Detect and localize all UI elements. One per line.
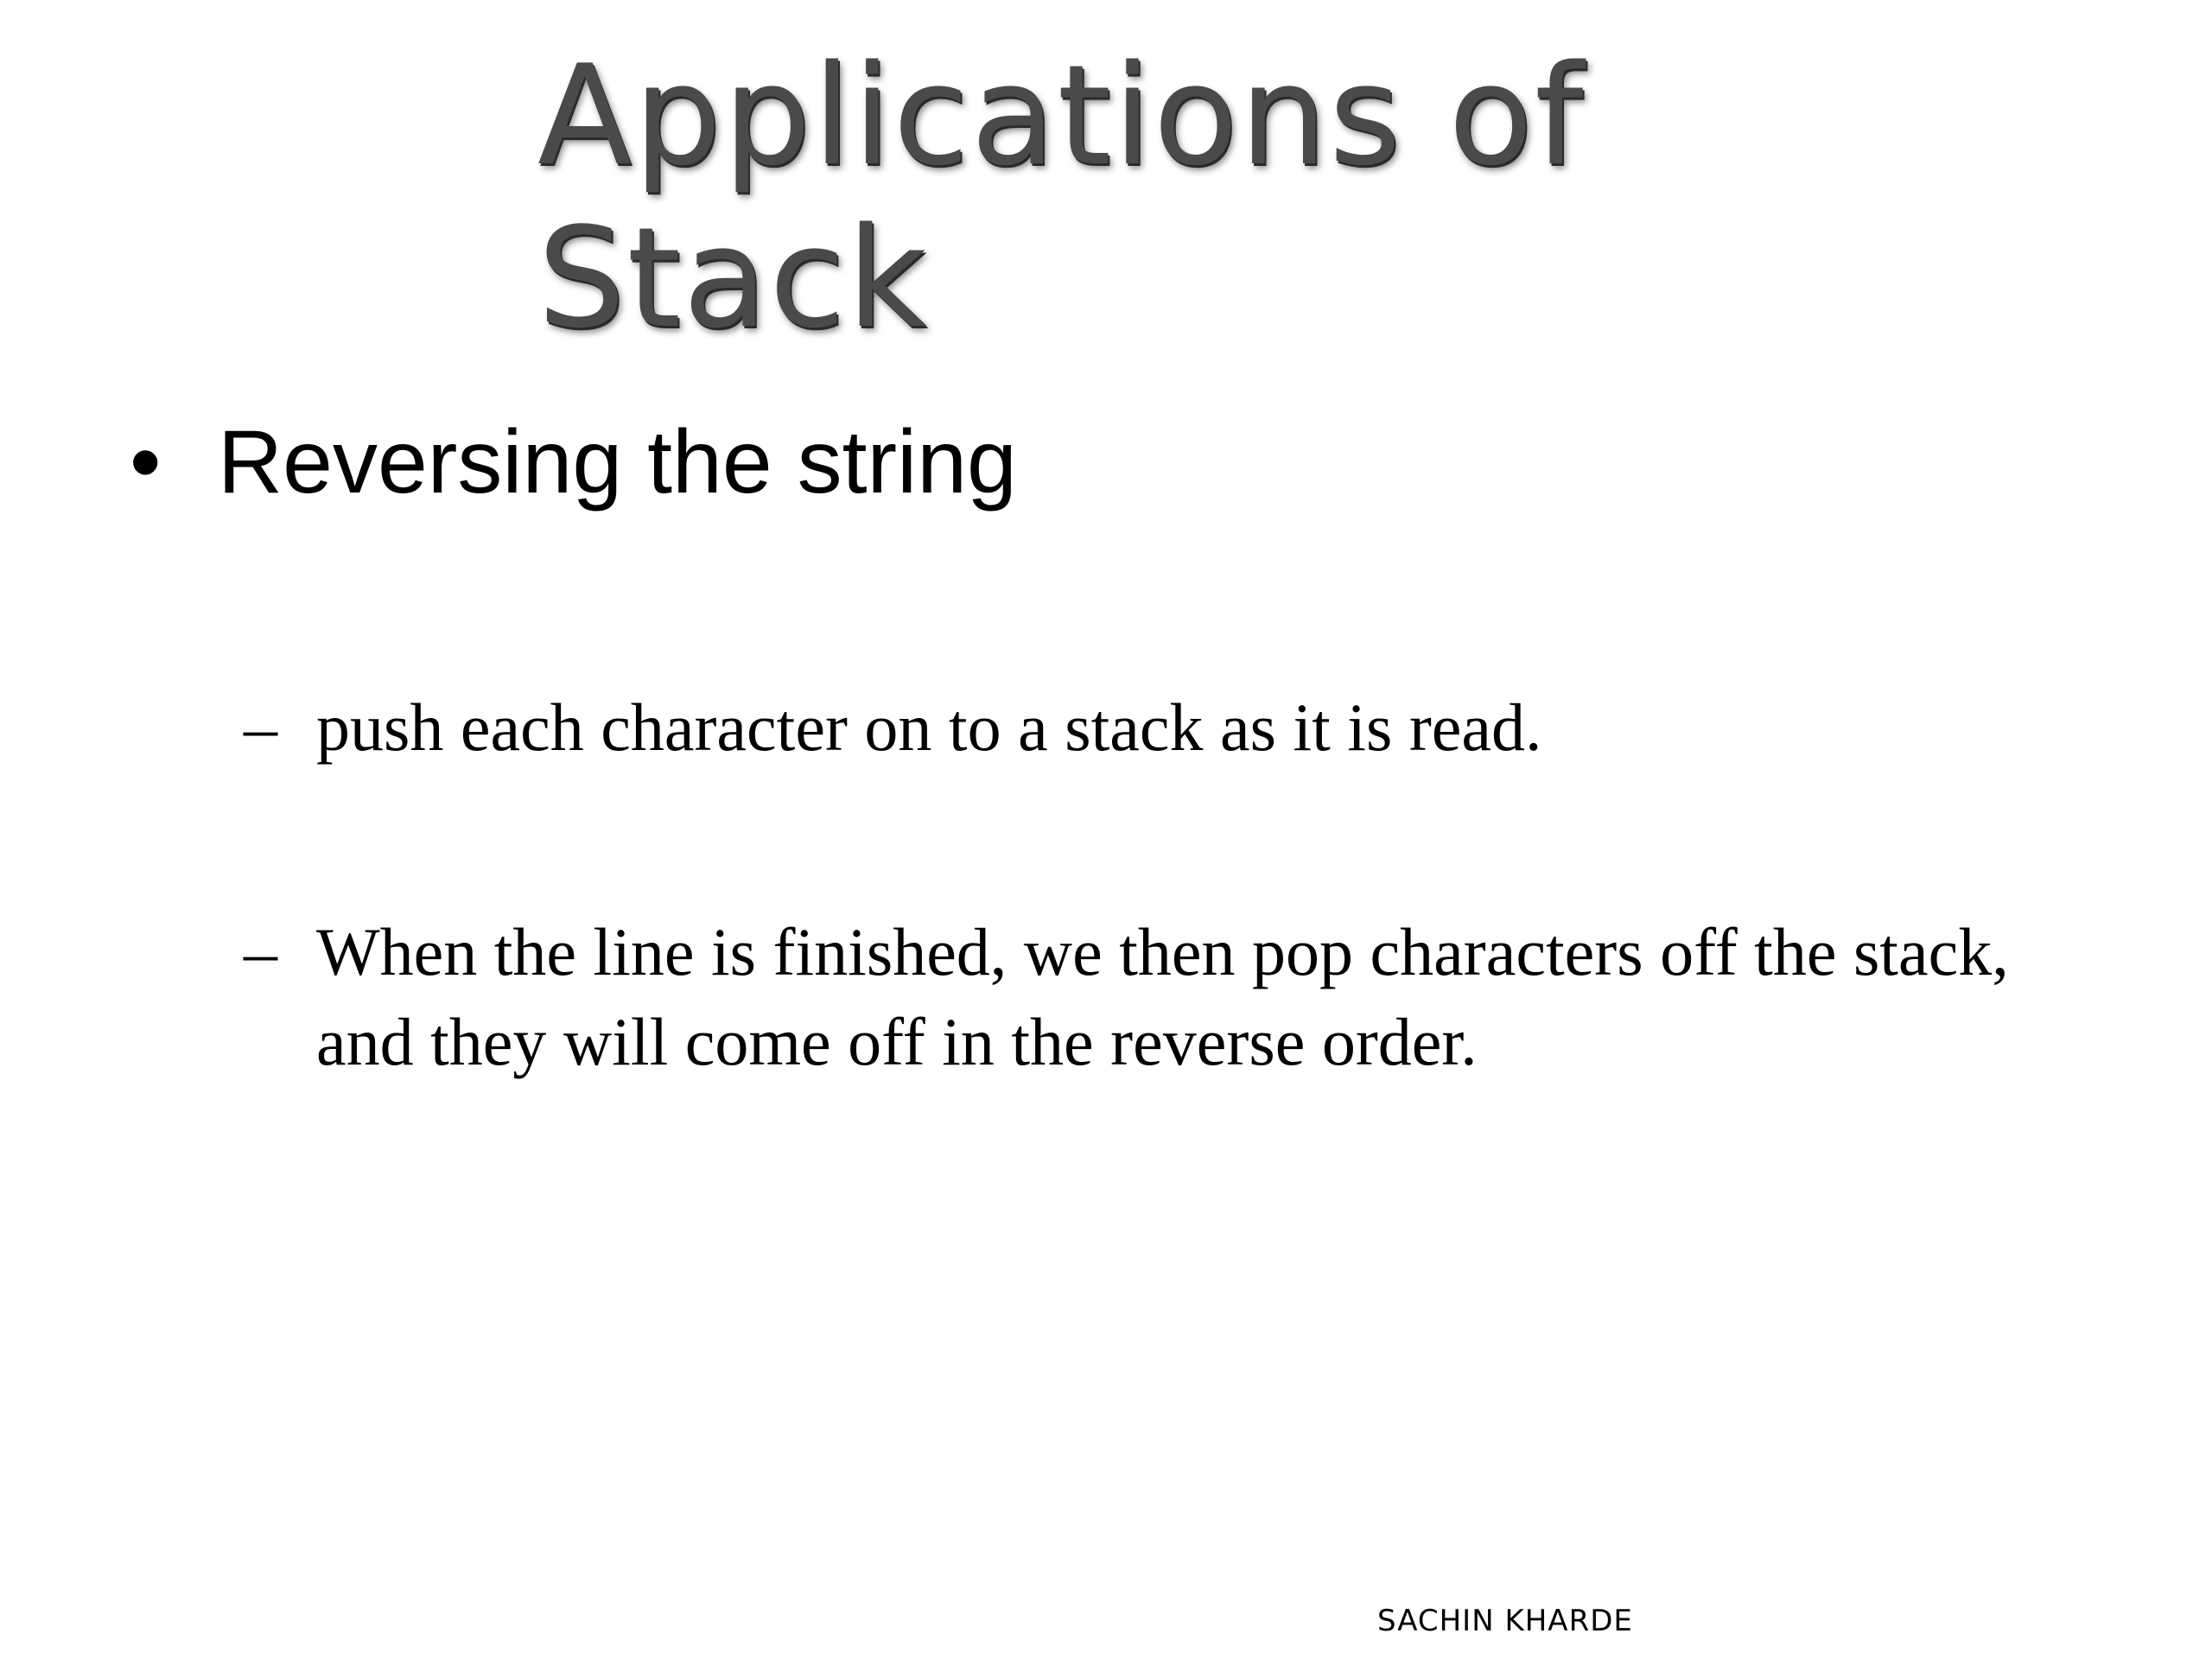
sub-bullet-item <box>244 683 2088 772</box>
slide-title-line-1: Applications of <box>537 35 1586 196</box>
sub-bullet-text: push each character on to a stack as it is read. <box>316 690 1542 765</box>
slide-title-line-2: Stack <box>537 197 929 359</box>
sub-bullet-text: When the line is finished, we then pop characters off the stack, and they will come off in the reverse order. <box>316 914 2009 1079</box>
sub-bullet-marker: – <box>244 690 277 765</box>
sub-bullet-marker: – <box>244 914 277 989</box>
slide-title <box>537 35 1834 359</box>
bullet-text: Reversing the string <box>218 412 1017 512</box>
sub-bullet-item <box>244 907 2088 1087</box>
footer-author: SACHIN KHARDE <box>1377 1604 1633 1638</box>
bullet-item <box>130 406 1017 518</box>
bullet-marker: • <box>130 412 162 512</box>
